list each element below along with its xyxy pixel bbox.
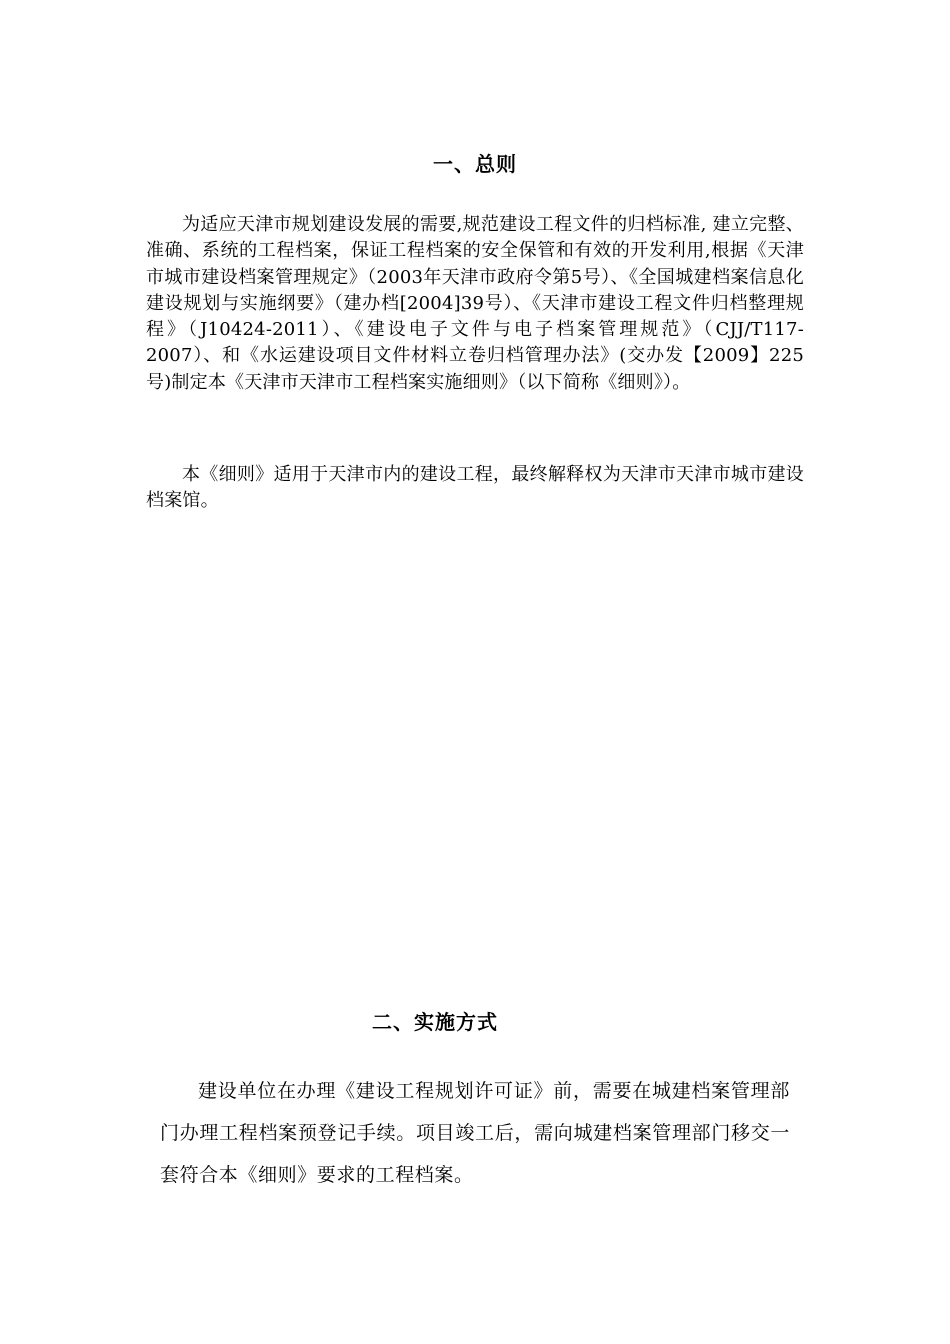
section-heading-general: 一、总则 — [433, 152, 517, 176]
section-heading-implementation: 二、实施方式 — [372, 1010, 498, 1034]
general-paragraph-purpose: 为适应天津市规划建设发展的需要,规范建设工程文件的归档标准, 建立完整、准确、系统的工程档案，保证工程档案的安全保管和有效的开发利用,根据《天津市城市建设档案管理规定》（2003年天津市政府令第5号）、《全国城建档案信息化建设规划与实施纲要》（建办档[2004]39号）、《天津市建设工程文件归档整理规程》（J10424-2011）、《建设电子文件与电子档案管理规范》（CJJ/T117-2007）、和《水运建设项目文件材料立卷归档管理办法》(交办发【2009】225号)制定本《天津市天津市工程档案实施细则》（以下简称《细则》）。 — [146, 214, 804, 393]
general-paragraph-scope: 本《细则》适用于天津市内的建设工程，最终解释权为天津市天津市城市建设档案馆。 — [146, 464, 804, 511]
implementation-paragraph: 建设单位在办理《建设工程规划许可证》前，需要在城建档案管理部门办理工程档案预登记手续。项目竣工后，需向城建档案管理部门移交一套符合本《细则》要求的工程档案。 — [160, 1080, 790, 1186]
